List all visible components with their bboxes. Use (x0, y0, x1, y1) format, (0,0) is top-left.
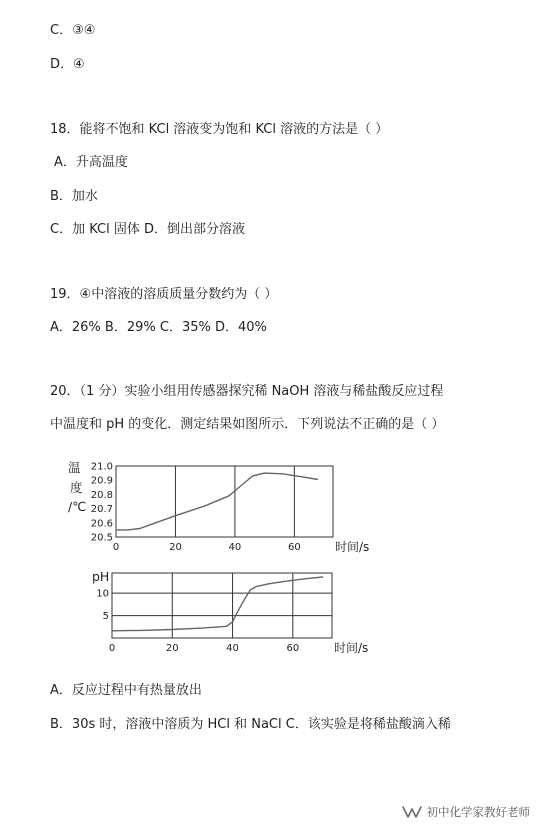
y-tick-label: 20.9 (90, 475, 113, 487)
y-tick-label: 10 (96, 588, 109, 600)
x-tick-label: 20 (169, 542, 182, 553)
watermark-text: 初中化学家教好老师 (426, 805, 530, 819)
temp-ylabel-1: 温 (68, 460, 81, 475)
x-axis-label: 时间/s (335, 540, 370, 554)
ph-chart (64, 562, 369, 672)
x-tick-label: 0 (112, 542, 120, 553)
y-tick-label: 20.7 (90, 504, 113, 516)
y-tick-label: 21.0 (90, 461, 113, 473)
plot-frame (112, 573, 332, 638)
temperature-chart (64, 452, 370, 560)
q18-option-b: B．加水 (50, 189, 98, 204)
x-tick-label: 20 (165, 643, 179, 654)
q20-option-b-c: B．30s 时，溶液中溶质为 HCl 和 NaCl C．该实验是将稀盐酸滴入稀 (50, 717, 451, 732)
q18-option-c-d: C．加 KCl 固体 D．倒出部分溶液 (50, 222, 245, 237)
q20-stem-line1: 20．（1 分）实验小组用传感器探究稀 NaOH 溶液与稀盐酸反应过程 (50, 384, 444, 399)
x-axis-label: 时间/s (334, 641, 369, 655)
x-tick-label: 60 (286, 643, 300, 654)
temp-ylabel-2: 度 (70, 480, 83, 495)
ph-ylabel: pH (92, 569, 110, 584)
watermark (402, 804, 531, 820)
q20-option-a: A．反应过程中有热量放出 (50, 683, 202, 698)
temp-ylabel-3: /℃ (68, 499, 87, 514)
y-tick-label: 5 (102, 611, 109, 623)
q17-option-c: C．③④ (50, 23, 96, 38)
y-tick-label: 20.6 (90, 518, 113, 530)
x-tick-label: 0 (108, 643, 116, 654)
wechat-channel-icon (402, 805, 422, 819)
x-tick-label: 60 (287, 542, 301, 553)
q18-stem: 18．能将不饱和 KCl 溶液变为饱和 KCl 溶液的方法是（ ） (50, 122, 389, 137)
q18-option-a: A．升高温度 (54, 155, 128, 170)
series-line (116, 473, 318, 530)
y-tick-label: 20.5 (90, 532, 113, 544)
q19-options: A．26% B．29% C．35% D．40% (50, 320, 267, 335)
x-tick-label: 40 (228, 542, 242, 553)
q20-stem-line2: 中温度和 pH 的变化．测定结果如图所示．下列说法不正确的是（ ） (50, 417, 445, 432)
q17-option-d: D．④ (50, 57, 85, 72)
x-tick-label: 40 (226, 643, 239, 654)
series-line (112, 577, 323, 631)
q19-stem: 19．④中溶液的溶质质量分数约为（ ） (50, 287, 278, 302)
y-tick-label: 20.8 (90, 489, 113, 501)
temp-ylabel (68, 460, 86, 514)
